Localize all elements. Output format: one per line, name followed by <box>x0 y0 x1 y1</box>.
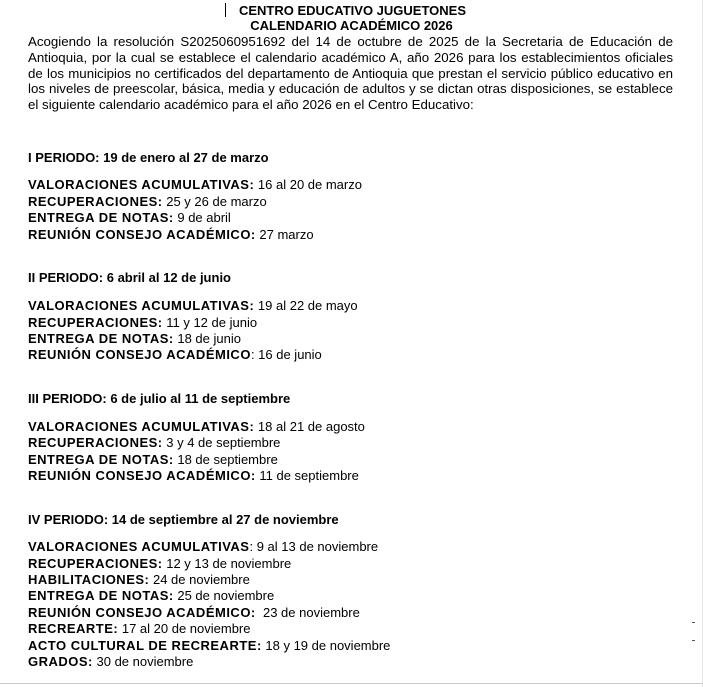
item-value: 25 y 26 de marzo <box>162 194 267 209</box>
item-label: RECUPERACIONES: <box>28 556 163 571</box>
item-label: VALORACIONES ACUMULATIVAS <box>28 539 250 554</box>
item-label: RECUPERACIONES: <box>28 194 163 209</box>
period-1-item <box>28 210 231 226</box>
item-value: 25 de noviembre <box>173 588 275 603</box>
period-2-item <box>28 331 241 347</box>
margin-mark <box>692 622 695 623</box>
item-label: REUNIÓN CONSEJO ACADÉMICO: <box>28 605 256 620</box>
period-2-item <box>28 298 358 314</box>
item-value: 18 y 19 de noviembre <box>261 638 391 653</box>
calendar-title: CALENDARIO ACADÉMICO 2026 <box>250 18 453 33</box>
item-label: RECREARTE: <box>28 621 119 636</box>
item-value: 19 al 22 de mayo <box>254 298 358 313</box>
item-label: REUNIÓN CONSEJO ACADÉMICO: <box>28 227 256 242</box>
item-value: 17 al 20 de noviembre <box>118 621 251 636</box>
item-label: ENTREGA DE NOTAS: <box>28 452 174 467</box>
period-4-title: IV PERIODO: 14 de septiembre al 27 de noviembre <box>28 512 339 527</box>
item-value: 12 y 13 de noviembre <box>162 556 292 571</box>
period-4-item <box>28 588 274 604</box>
institution-name: CENTRO EDUCATIVO JUGUETONES <box>238 3 467 18</box>
period-3-item <box>28 419 365 435</box>
item-label: ENTREGA DE NOTAS: <box>28 588 174 603</box>
item-value: 18 de septiembre <box>173 452 278 467</box>
period-4-item <box>28 539 378 555</box>
item-label: REUNIÓN CONSEJO ACADÉMICO <box>28 347 251 362</box>
item-value: 11 y 12 de junio <box>162 315 258 330</box>
item-value: 27 marzo <box>255 227 314 242</box>
item-label: VALORACIONES ACUMULATIVAS: <box>28 298 255 313</box>
period-4-item <box>28 556 291 572</box>
item-value: : 9 al 13 de noviembre <box>249 539 379 554</box>
item-value: 18 al 21 de agosto <box>254 419 365 434</box>
intro-paragraph: Acogiendo la resolución S2025060951692 del 14 de octubre de 2025 de la Secretaria de Educación de Antioquia, por la cual se establece el calendario académico A, año 2026 para los establecimientos oficiales de los municipios no certificados del departamento de Antioquia que prestan el servicio público educativo en los niveles de preescolar, básica, media y educación de adultos y se dictan otras disposiciones, se establece el siguiente calendario académico para el año 2026 en el Centro Educativo: <box>28 34 673 113</box>
item-value: 11 de septiembre <box>255 468 359 483</box>
margin-mark <box>692 640 695 641</box>
item-value: 24 de noviembre <box>149 572 250 587</box>
item-label: RECUPERACIONES: <box>28 315 163 330</box>
item-label: ENTREGA DE NOTAS: <box>28 210 174 225</box>
item-value: : 16 de junio <box>250 347 322 362</box>
item-value: 3 y 4 de septiembre <box>162 435 281 450</box>
period-4-item <box>28 605 360 621</box>
item-value: 23 de noviembre <box>255 605 360 620</box>
item-label: ACTO CULTURAL DE RECREARTE: <box>28 638 262 653</box>
item-label: HABILITACIONES: <box>28 572 150 587</box>
item-value: 9 de abril <box>173 210 231 225</box>
item-label: GRADOS: <box>28 654 93 669</box>
item-label: VALORACIONES ACUMULATIVAS: <box>28 419 255 434</box>
item-label: REUNIÓN CONSEJO ACADÉMICO: <box>28 468 256 483</box>
period-1-title: I PERIODO: 19 de enero al 27 de marzo <box>28 150 269 165</box>
page-bottom-rule <box>0 683 703 684</box>
period-3-item <box>28 452 278 468</box>
item-value: 30 de noviembre <box>92 654 194 669</box>
period-3-item <box>28 468 359 484</box>
period-4-item <box>28 654 193 670</box>
item-label: RECUPERACIONES: <box>28 435 163 450</box>
period-3-item <box>28 435 280 451</box>
period-1-item <box>28 227 314 243</box>
item-value: 18 de junio <box>173 331 241 346</box>
period-2-item <box>28 347 322 363</box>
period-2-item <box>28 315 257 331</box>
period-4-item <box>28 621 251 637</box>
item-value: 16 al 20 de marzo <box>254 177 362 192</box>
item-label: VALORACIONES ACUMULATIVAS: <box>28 177 255 192</box>
period-1-item <box>28 177 362 193</box>
period-4-item <box>28 572 250 588</box>
item-label: ENTREGA DE NOTAS: <box>28 331 174 346</box>
period-3-title: III PERIODO: 6 de julio al 11 de septiembre <box>28 391 291 406</box>
period-2-title: II PERIODO: 6 abril al 12 de junio <box>28 270 231 285</box>
period-4-item <box>28 638 390 654</box>
period-1-item <box>28 194 267 210</box>
